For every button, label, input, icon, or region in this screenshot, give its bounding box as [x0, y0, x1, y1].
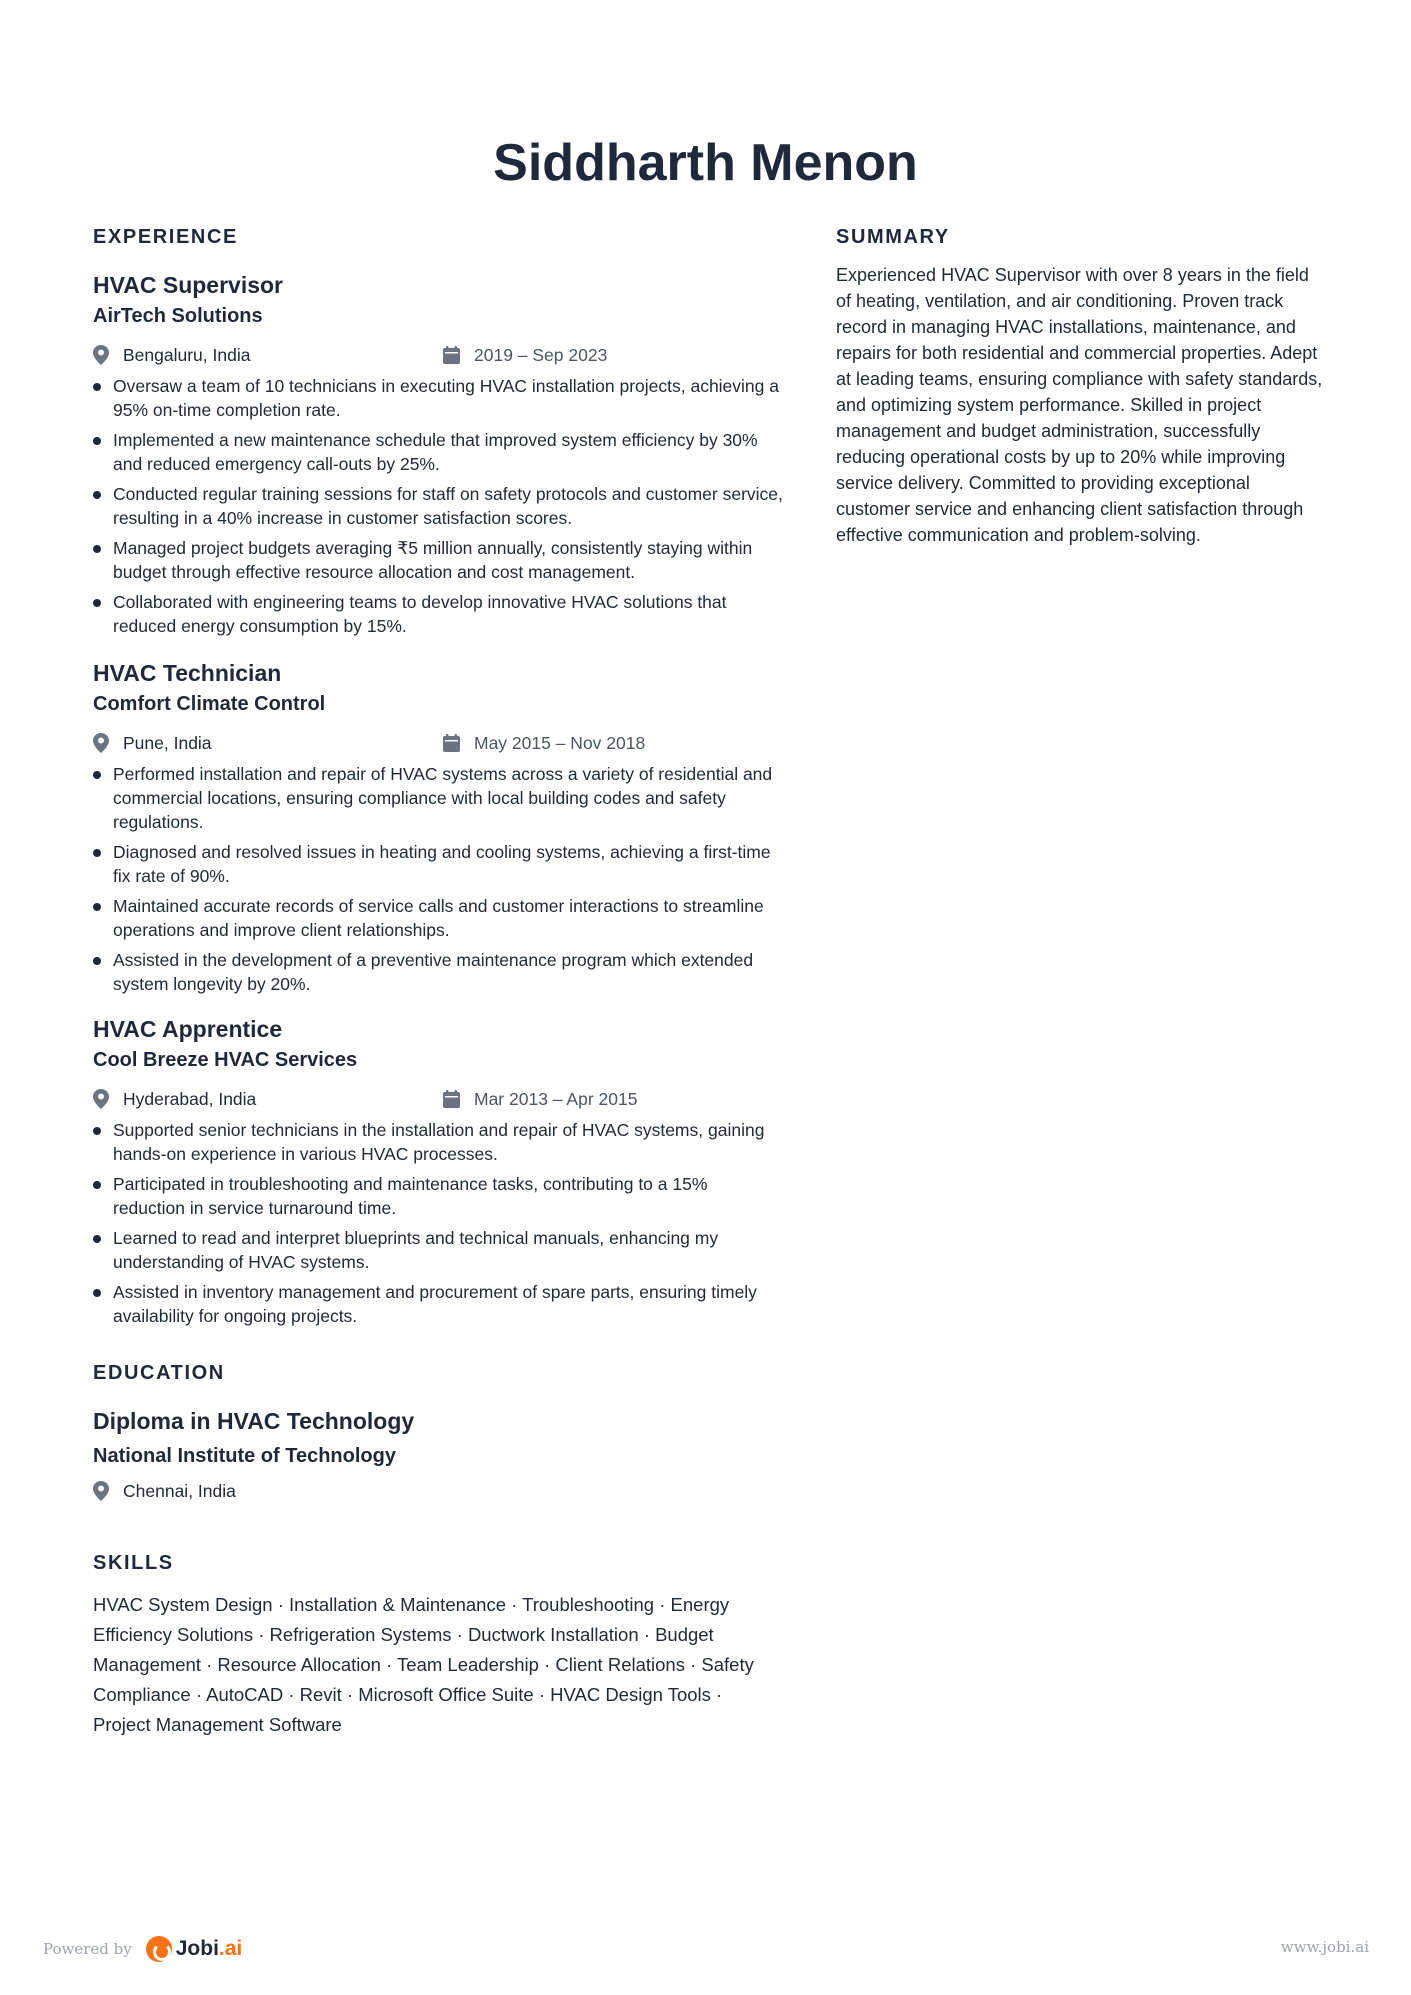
education-heading: EDUCATION — [93, 1362, 225, 1384]
bullet-item: Managed project budgets averaging ₹5 million annually, consistently staying within budget through effective resource allocation and cost management. — [93, 536, 783, 584]
bullet-dot-icon — [93, 957, 101, 965]
job-dates — [443, 1084, 637, 1114]
job-bullets — [93, 374, 783, 638]
calendar-icon — [443, 346, 460, 364]
calendar-icon — [443, 734, 460, 752]
left-column — [93, 224, 783, 1740]
bullet-item: Supported senior technicians in the installation and repair of HVAC systems, gaining hands-on experience in various HVAC processes. — [93, 1118, 783, 1166]
footer-branding — [43, 1936, 242, 1962]
job-location — [93, 1084, 256, 1114]
education-degree: Diploma in HVAC Technology — [93, 1408, 415, 1434]
bullet-dot-icon — [93, 1127, 101, 1135]
bullet-item: Learned to read and interpret blueprints and technical manuals, enhancing my understanding of HVAC systems. — [93, 1226, 783, 1274]
bullet-dot-icon — [93, 1235, 101, 1243]
bullet-dot-icon — [93, 771, 101, 779]
job-bullets — [93, 1118, 783, 1328]
bullet-dot-icon — [93, 599, 101, 607]
job-meta — [93, 728, 783, 758]
bullet-item: Implemented a new maintenance schedule that improved system efficiency by 30% and reduced emergency call-outs by 25%. — [93, 428, 783, 476]
skills-heading: SKILLS — [93, 1552, 174, 1574]
right-column — [836, 224, 1326, 548]
bullet-dot-icon — [93, 849, 101, 857]
bullet-item: Maintained accurate records of service calls and customer interactions to streamline operations and improve client relationships. — [93, 894, 783, 942]
job-location-text: Bengaluru, India — [123, 344, 251, 365]
location-pin-icon — [93, 345, 109, 365]
job-company: Comfort Climate Control — [93, 693, 326, 715]
job-meta — [93, 1084, 783, 1114]
bullet-item: Assisted in inventory management and procurement of spare parts, ensuring timely availability for ongoing projects. — [93, 1280, 783, 1328]
bullet-item: Collaborated with engineering teams to develop innovative HVAC solutions that reduced energy consumption by 15%. — [93, 590, 783, 638]
job-dates-text: May 2015 – Nov 2018 — [474, 732, 646, 753]
job-meta — [93, 340, 783, 370]
job-location — [93, 340, 250, 370]
job-dates-text: 2019 – Sep 2023 — [474, 344, 608, 365]
job-company: Cool Breeze HVAC Services — [93, 1049, 358, 1071]
job-location-text: Hyderabad, India — [123, 1088, 257, 1109]
job-dates — [443, 728, 645, 758]
job-location-text: Pune, India — [123, 732, 212, 753]
jobi-logo[interactable]: Jobi.ai — [175, 1937, 243, 1960]
calendar-icon — [443, 1090, 460, 1108]
skills-list: HVAC System Design · Installation & Maintenance · Troubleshooting · Energy Efficiency Solutions · Refrigeration Systems · Ductwork Installation · Budget Management · Resource Allocation · Team Leadership · Client Relations · Safety Compliance · AutoCAD · Revit · Microsoft Office Suite · HVAC Design Tools · Project Management Software — [93, 1594, 754, 1735]
education-meta — [93, 1476, 783, 1506]
education-school: National Institute of Technology — [93, 1445, 396, 1467]
location-pin-icon — [93, 1089, 109, 1109]
candidate-name: Siddharth Menon — [493, 134, 918, 192]
bullet-dot-icon — [93, 437, 101, 445]
jobi-logo-icon — [146, 1936, 172, 1962]
education-location-text: Chennai, India — [123, 1480, 236, 1501]
education-location — [93, 1476, 236, 1506]
location-pin-icon — [93, 1481, 109, 1501]
bullet-dot-icon — [93, 903, 101, 911]
bullet-dot-icon — [93, 545, 101, 553]
bullet-item: Participated in troubleshooting and maintenance tasks, contributing to a 15% reduction in service turnaround time. — [93, 1172, 783, 1220]
bullet-dot-icon — [93, 491, 101, 499]
bullet-dot-icon — [93, 383, 101, 391]
job-bullets — [93, 762, 783, 996]
footer-url[interactable]: www.jobi.ai — [1280, 1938, 1369, 1956]
job-entry — [93, 1014, 783, 1328]
bullet-item: Performed installation and repair of HVAC systems across a variety of residential and commercial locations, ensuring compliance with local building codes and safety regulations. — [93, 762, 783, 834]
job-title: HVAC Supervisor — [93, 272, 284, 298]
experience-heading: EXPERIENCE — [93, 226, 238, 248]
job-entry — [93, 270, 783, 638]
location-pin-icon — [93, 733, 109, 753]
job-dates — [443, 340, 607, 370]
job-dates-text: Mar 2013 – Apr 2015 — [474, 1088, 638, 1109]
job-location — [93, 728, 212, 758]
bullet-item: Conducted regular training sessions for staff on safety protocols and customer service, resulting in a 40% increase in customer satisfaction scores. — [93, 482, 783, 530]
job-entry — [93, 658, 783, 996]
job-title: HVAC Technician — [93, 660, 282, 686]
bullet-item: Oversaw a team of 10 technicians in executing HVAC installation projects, achieving a 95% on-time completion rate. — [93, 374, 783, 422]
bullet-item: Diagnosed and resolved issues in heating and cooling systems, achieving a first-time fix rate of 90%. — [93, 840, 783, 888]
bullet-dot-icon — [93, 1289, 101, 1297]
job-company: AirTech Solutions — [93, 305, 263, 327]
job-title: HVAC Apprentice — [93, 1016, 283, 1042]
powered-by-text: Powered by — [43, 1940, 132, 1958]
summary-heading: SUMMARY — [836, 226, 950, 248]
summary-text: Experienced HVAC Supervisor with over 8 years in the field of heating, ventilation, and air conditioning. Proven track record in managing HVAC installations, maintenance, and repairs for both residential and commercial properties. Adept at leading teams, ensuring compliance with safety standards, and optimizing system performance. Skilled in project management and budget administration, successfully reducing operational costs by up to 20% while improving service delivery. Committed to providing exceptional customer service and enhancing client satisfaction through effective communication and problem-solving. — [836, 265, 1323, 545]
bullet-dot-icon — [93, 1181, 101, 1189]
bullet-item: Assisted in the development of a preventive maintenance program which extended system longevity by 20%. — [93, 948, 783, 996]
